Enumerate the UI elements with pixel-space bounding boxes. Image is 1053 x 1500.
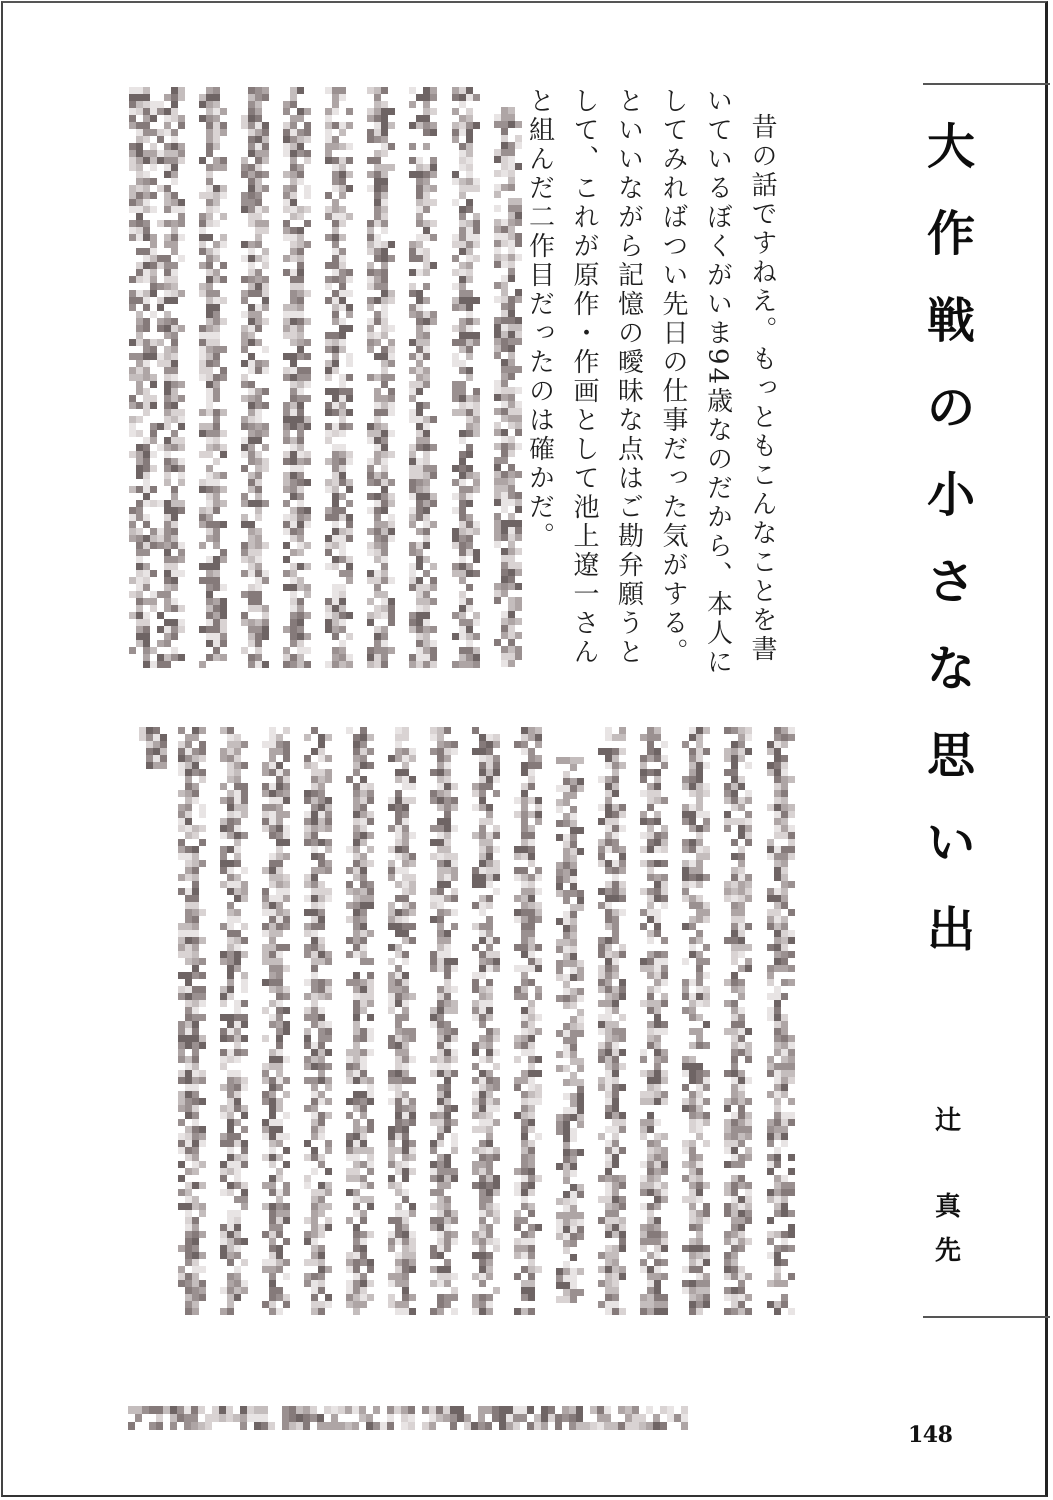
author-bottom-rule <box>923 1316 1050 1318</box>
pixelated-text-column <box>556 757 580 1313</box>
title-char: 大 <box>926 119 975 175</box>
pixelated-text-column <box>139 727 163 773</box>
title-char: 出 <box>926 902 975 958</box>
pixelated-text-column <box>367 87 391 671</box>
pixelated-text-column <box>241 87 265 671</box>
pixelated-text-column <box>325 87 349 671</box>
title-char: 思 <box>926 728 975 784</box>
pixelated-text-column <box>304 727 328 1315</box>
author-family-name: 辻 <box>934 1106 961 1136</box>
pixelated-text-column <box>346 727 370 1315</box>
pixelated-text-column <box>724 727 748 1315</box>
pixelated-text-column <box>157 87 181 671</box>
article-body-visible <box>517 87 784 687</box>
pixelated-text-column <box>514 727 538 1315</box>
pixelated-text-column <box>494 107 518 671</box>
title-char: な <box>926 641 975 697</box>
article-title <box>921 119 981 993</box>
pixelated-text-column <box>452 87 476 671</box>
pixelated-footnote <box>128 1406 684 1430</box>
title-top-rule <box>923 83 1050 85</box>
title-char: さ <box>926 554 975 610</box>
pixelated-text-column <box>178 727 202 1315</box>
title-char: 小 <box>926 467 975 523</box>
pixelated-text-column <box>409 87 433 671</box>
pixelated-text-column <box>472 727 496 1315</box>
pixelated-text-column <box>262 727 286 1315</box>
pixelated-text-column <box>767 727 791 1315</box>
pixelated-text-column <box>388 727 412 1315</box>
pixelated-text-column <box>682 727 706 1315</box>
title-char: 戦 <box>926 293 975 349</box>
pixelated-text-column <box>220 727 244 1315</box>
pixelated-text-column <box>430 727 454 1315</box>
title-char: い <box>926 815 975 871</box>
author-given-name-char: 先 <box>934 1236 961 1266</box>
opening-paragraph: 昔の話ですねえ。もっともこんなことを書いているぼくがいま94歳なのだから、本人にしてみればつい先日の仕事だった気がする。といいながら記憶の曖昧な点はご勘弁願うとして、これが原作・作画として池上遼一さんと組んだ二作目だったのは確かだ。 <box>524 87 777 678</box>
page-number: 148 <box>908 1422 953 1448</box>
pixelated-text-column <box>199 87 223 671</box>
author-byline <box>918 1106 978 1266</box>
pixelated-text-column <box>283 87 307 671</box>
author-given-name-char: 真 <box>934 1192 961 1222</box>
title-char: の <box>926 380 975 436</box>
title-char: 作 <box>926 206 975 262</box>
book-page <box>1 1 1048 1497</box>
pixelated-text-column <box>129 87 153 671</box>
pixelated-text-column <box>640 727 664 1315</box>
pixelated-text-column <box>598 727 622 1315</box>
